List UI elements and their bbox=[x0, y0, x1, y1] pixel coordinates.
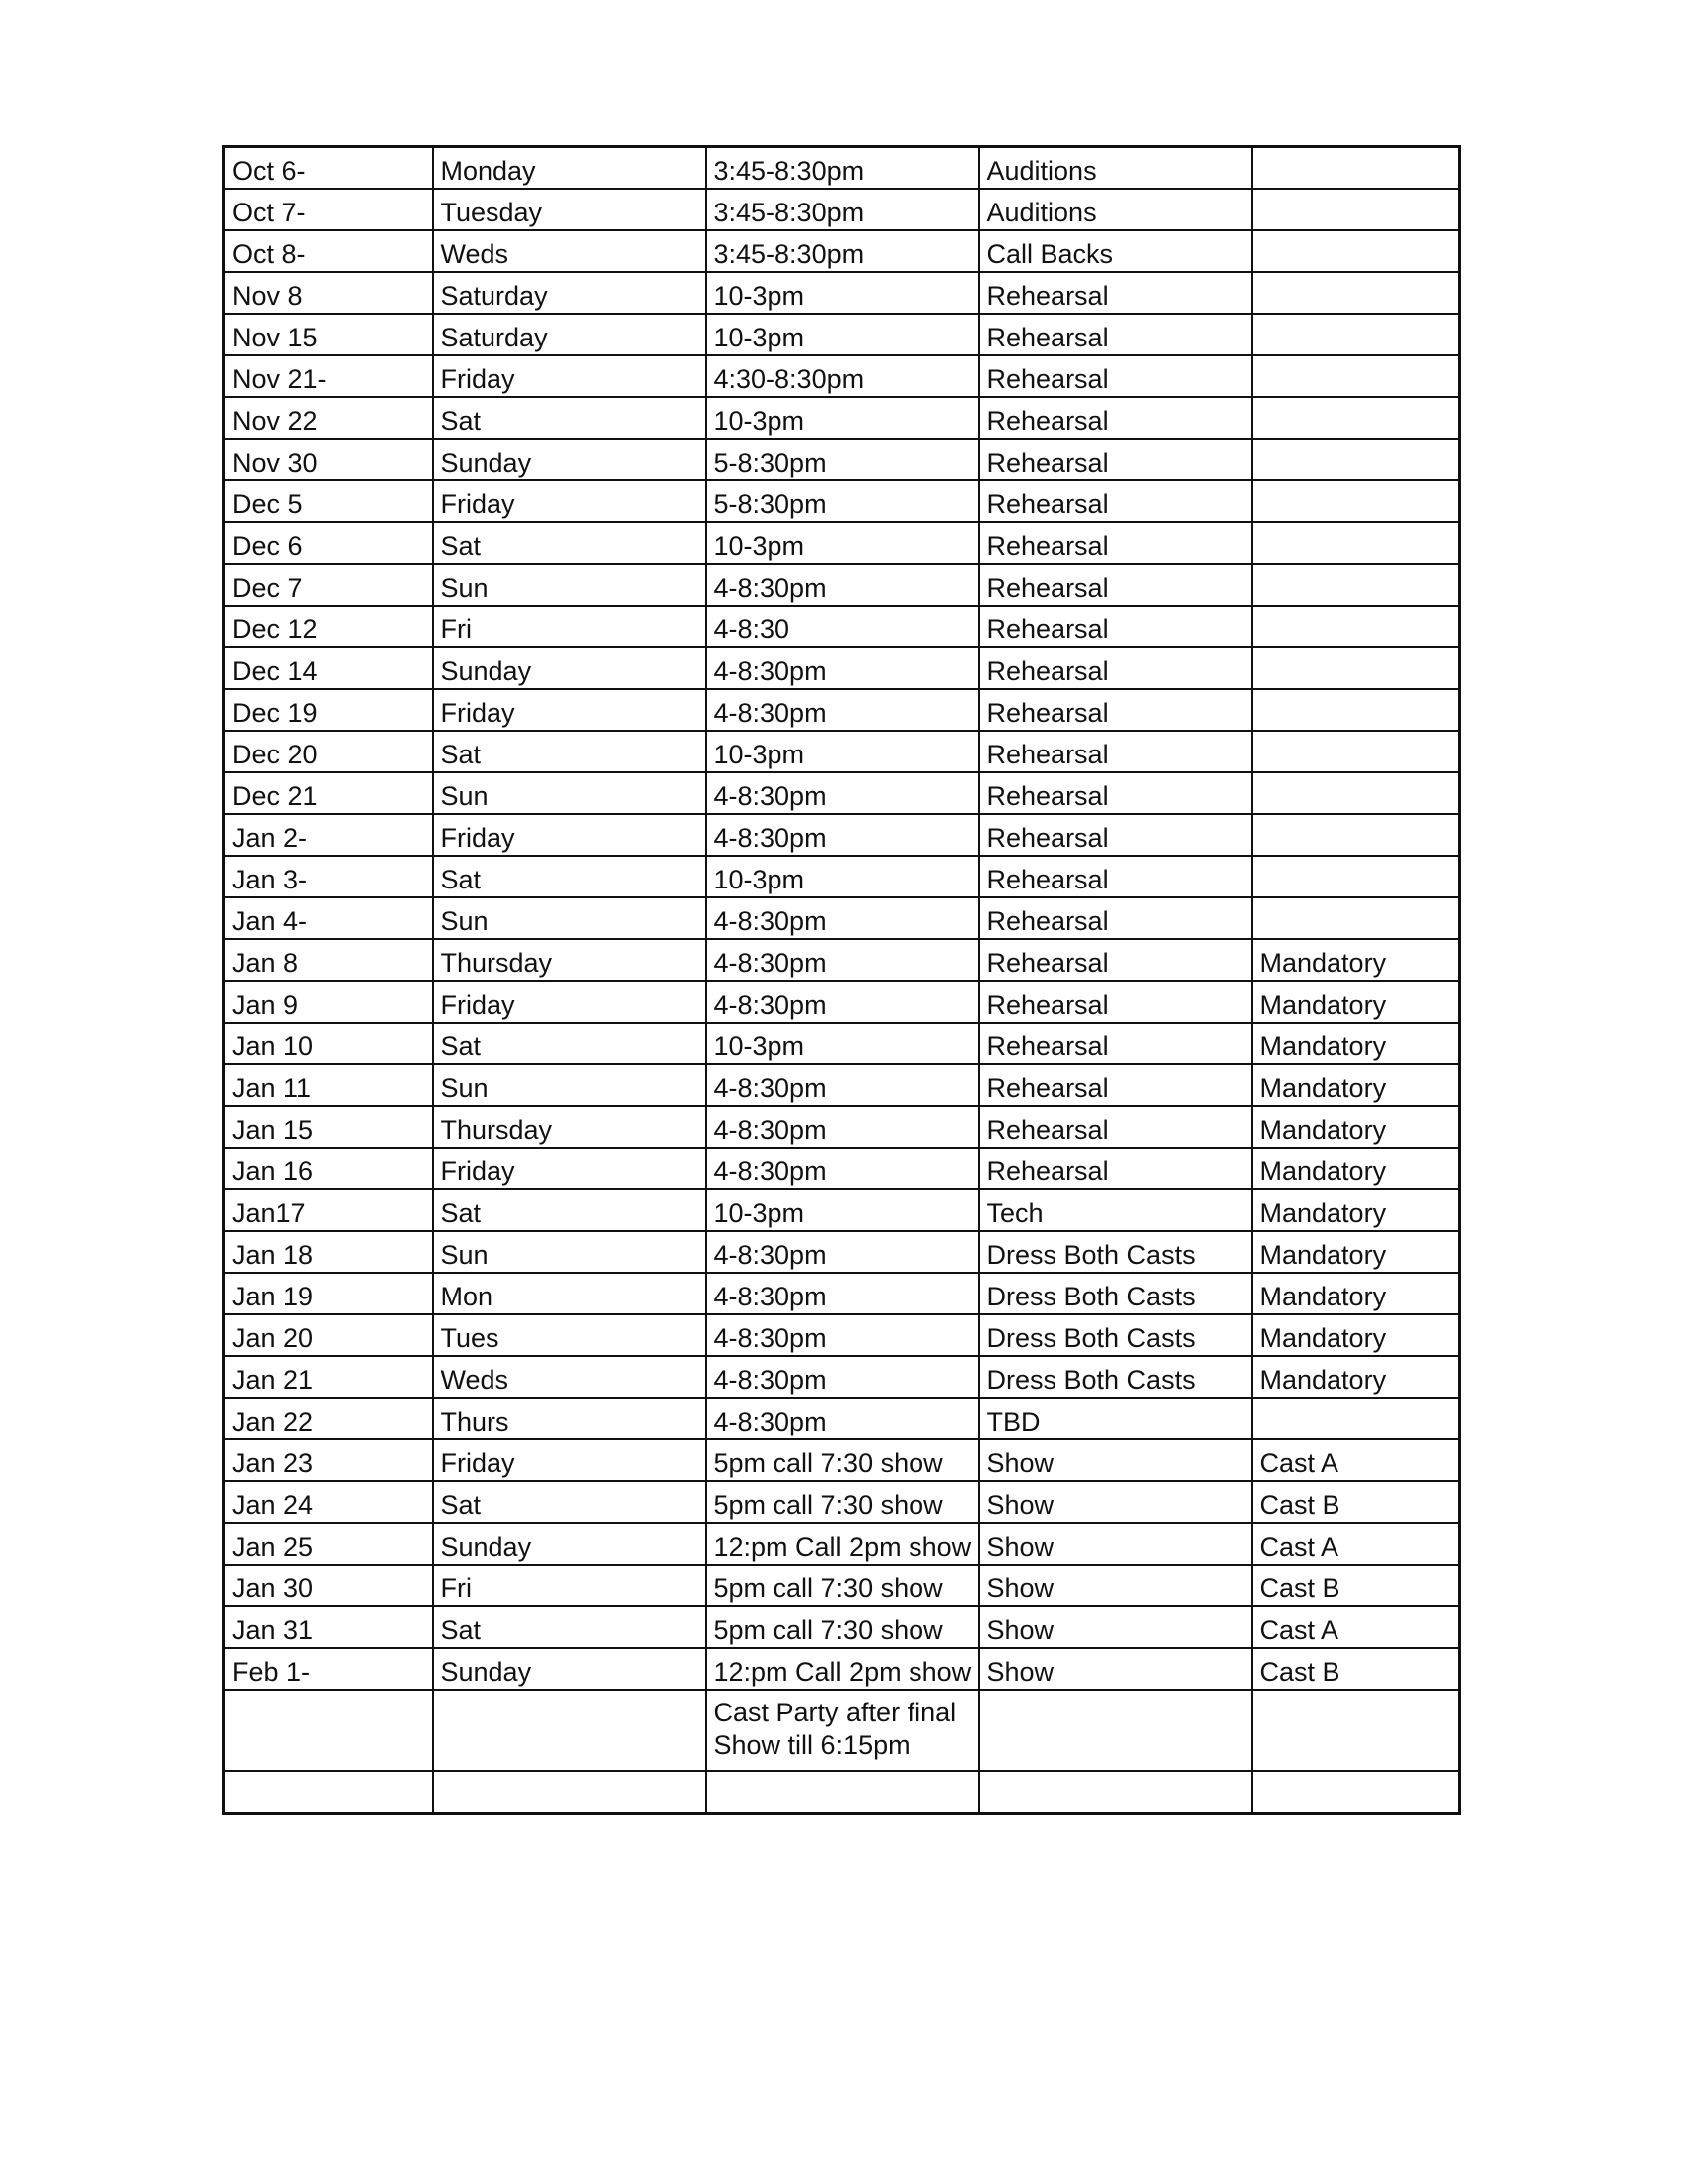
schedule-row bbox=[224, 1648, 1460, 1690]
schedule-row bbox=[224, 689, 1460, 731]
day-cell: Monday bbox=[433, 147, 706, 190]
schedule-row bbox=[224, 1565, 1460, 1606]
event-cell: Rehearsal bbox=[979, 814, 1252, 856]
time-cell: 3:45-8:30pm bbox=[706, 147, 979, 190]
note-cell bbox=[1252, 272, 1460, 314]
schedule-row bbox=[224, 355, 1460, 397]
schedule-row bbox=[224, 897, 1460, 939]
day-cell bbox=[433, 1771, 706, 1814]
note-cell bbox=[1252, 814, 1460, 856]
date-cell: Nov 21- bbox=[224, 355, 433, 397]
event-cell: Rehearsal bbox=[979, 1148, 1252, 1189]
event-cell: Rehearsal bbox=[979, 606, 1252, 647]
schedule-row bbox=[224, 564, 1460, 606]
date-cell: Jan 8 bbox=[224, 939, 433, 981]
schedule-row bbox=[224, 1273, 1460, 1314]
day-cell: Mon bbox=[433, 1273, 706, 1314]
day-cell: Fri bbox=[433, 1565, 706, 1606]
event-cell: Dress Both Casts bbox=[979, 1231, 1252, 1273]
note-cell: Cast A bbox=[1252, 1523, 1460, 1565]
schedule-row bbox=[224, 1064, 1460, 1106]
date-cell: Dec 20 bbox=[224, 731, 433, 772]
event-cell: Dress Both Casts bbox=[979, 1356, 1252, 1398]
note-cell: Mandatory bbox=[1252, 939, 1460, 981]
schedule-row bbox=[224, 1023, 1460, 1064]
date-cell: Nov 30 bbox=[224, 439, 433, 480]
schedule-row bbox=[224, 606, 1460, 647]
date-cell: Oct 8- bbox=[224, 230, 433, 272]
event-cell: Show bbox=[979, 1648, 1252, 1690]
event-cell: Rehearsal bbox=[979, 564, 1252, 606]
day-cell: Tuesday bbox=[433, 189, 706, 230]
event-cell: TBD bbox=[979, 1398, 1252, 1439]
event-cell: Rehearsal bbox=[979, 1064, 1252, 1106]
event-cell: Show bbox=[979, 1481, 1252, 1523]
note-cell: Cast B bbox=[1252, 1565, 1460, 1606]
schedule-row bbox=[224, 522, 1460, 564]
schedule-row bbox=[224, 981, 1460, 1023]
time-cell: 10-3pm bbox=[706, 1189, 979, 1231]
schedule-row bbox=[224, 772, 1460, 814]
day-cell: Sat bbox=[433, 397, 706, 439]
event-cell: Rehearsal bbox=[979, 1023, 1252, 1064]
date-cell: Feb 1- bbox=[224, 1648, 433, 1690]
date-cell: Jan 2- bbox=[224, 814, 433, 856]
time-cell: 4-8:30pm bbox=[706, 1106, 979, 1148]
event-cell: Rehearsal bbox=[979, 856, 1252, 897]
note-cell bbox=[1252, 1398, 1460, 1439]
time-cell: 5-8:30pm bbox=[706, 439, 979, 480]
schedule-row bbox=[224, 314, 1460, 355]
time-cell: 4-8:30pm bbox=[706, 564, 979, 606]
schedule-row bbox=[224, 272, 1460, 314]
event-cell: Rehearsal bbox=[979, 439, 1252, 480]
schedule-row bbox=[224, 647, 1460, 689]
date-cell: Oct 6- bbox=[224, 147, 433, 190]
event-cell bbox=[979, 1771, 1252, 1814]
day-cell: Sunday bbox=[433, 1648, 706, 1690]
time-cell: 4:30-8:30pm bbox=[706, 355, 979, 397]
date-cell: Jan 31 bbox=[224, 1606, 433, 1648]
event-cell: Rehearsal bbox=[979, 272, 1252, 314]
date-cell: Dec 19 bbox=[224, 689, 433, 731]
day-cell: Thursday bbox=[433, 939, 706, 981]
date-cell: Nov 22 bbox=[224, 397, 433, 439]
schedule-row bbox=[224, 480, 1460, 522]
schedule-row bbox=[224, 397, 1460, 439]
date-cell: Jan 15 bbox=[224, 1106, 433, 1148]
note-cell: Mandatory bbox=[1252, 981, 1460, 1023]
note-cell: Mandatory bbox=[1252, 1314, 1460, 1356]
date-cell: Jan 9 bbox=[224, 981, 433, 1023]
day-cell: Sun bbox=[433, 1064, 706, 1106]
note-cell: Mandatory bbox=[1252, 1273, 1460, 1314]
schedule-row bbox=[224, 230, 1460, 272]
date-cell: Dec 14 bbox=[224, 647, 433, 689]
time-cell: 10-3pm bbox=[706, 856, 979, 897]
date-cell: Jan 23 bbox=[224, 1439, 433, 1481]
date-cell: Jan 16 bbox=[224, 1148, 433, 1189]
time-cell: 5-8:30pm bbox=[706, 480, 979, 522]
time-cell: 4-8:30pm bbox=[706, 689, 979, 731]
note-cell: Cast B bbox=[1252, 1648, 1460, 1690]
schedule-row bbox=[224, 1148, 1460, 1189]
note-cell bbox=[1252, 856, 1460, 897]
day-cell: Friday bbox=[433, 689, 706, 731]
note-cell bbox=[1252, 606, 1460, 647]
day-cell: Sat bbox=[433, 1023, 706, 1064]
day-cell: Friday bbox=[433, 1148, 706, 1189]
date-cell: Jan 4- bbox=[224, 897, 433, 939]
schedule-row bbox=[224, 1523, 1460, 1565]
day-cell: Fri bbox=[433, 606, 706, 647]
note-cell bbox=[1252, 314, 1460, 355]
day-cell: Friday bbox=[433, 1439, 706, 1481]
day-cell: Saturday bbox=[433, 272, 706, 314]
time-cell: 4-8:30pm bbox=[706, 1314, 979, 1356]
time-cell: 5pm call 7:30 show bbox=[706, 1565, 979, 1606]
time-cell: Cast Party after final Show till 6:15pm bbox=[706, 1690, 979, 1771]
day-cell: Friday bbox=[433, 355, 706, 397]
time-cell: 10-3pm bbox=[706, 522, 979, 564]
day-cell: Sunday bbox=[433, 439, 706, 480]
schedule-row bbox=[224, 1771, 1460, 1814]
note-cell: Cast B bbox=[1252, 1481, 1460, 1523]
time-cell: 4-8:30pm bbox=[706, 1398, 979, 1439]
date-cell: Jan 22 bbox=[224, 1398, 433, 1439]
schedule-row bbox=[224, 1606, 1460, 1648]
event-cell: Rehearsal bbox=[979, 480, 1252, 522]
day-cell: Tues bbox=[433, 1314, 706, 1356]
time-cell: 10-3pm bbox=[706, 314, 979, 355]
day-cell: Thursday bbox=[433, 1106, 706, 1148]
day-cell: Sat bbox=[433, 856, 706, 897]
date-cell bbox=[224, 1690, 433, 1771]
date-cell: Jan 18 bbox=[224, 1231, 433, 1273]
schedule-row bbox=[224, 1398, 1460, 1439]
date-cell: Jan 10 bbox=[224, 1023, 433, 1064]
date-cell: Oct 7- bbox=[224, 189, 433, 230]
day-cell: Sat bbox=[433, 1481, 706, 1523]
date-cell: Jan17 bbox=[224, 1189, 433, 1231]
day-cell: Sun bbox=[433, 1231, 706, 1273]
note-cell: Mandatory bbox=[1252, 1148, 1460, 1189]
date-cell: Dec 6 bbox=[224, 522, 433, 564]
time-cell: 4-8:30pm bbox=[706, 647, 979, 689]
note-cell bbox=[1252, 731, 1460, 772]
time-cell: 4-8:30pm bbox=[706, 814, 979, 856]
event-cell: Show bbox=[979, 1523, 1252, 1565]
event-cell: Dress Both Casts bbox=[979, 1273, 1252, 1314]
event-cell: Show bbox=[979, 1606, 1252, 1648]
schedule-row bbox=[224, 1439, 1460, 1481]
day-cell: Weds bbox=[433, 230, 706, 272]
time-cell: 4-8:30pm bbox=[706, 1064, 979, 1106]
note-cell bbox=[1252, 439, 1460, 480]
schedule-row bbox=[224, 1106, 1460, 1148]
note-cell: Mandatory bbox=[1252, 1356, 1460, 1398]
day-cell: Sun bbox=[433, 564, 706, 606]
event-cell: Auditions bbox=[979, 147, 1252, 190]
day-cell: Sun bbox=[433, 897, 706, 939]
time-cell: 4-8:30pm bbox=[706, 1273, 979, 1314]
date-cell: Dec 5 bbox=[224, 480, 433, 522]
schedule-body bbox=[224, 147, 1460, 1814]
time-cell: 4-8:30pm bbox=[706, 772, 979, 814]
schedule-row bbox=[224, 814, 1460, 856]
day-cell: Friday bbox=[433, 480, 706, 522]
time-cell: 10-3pm bbox=[706, 397, 979, 439]
day-cell: Sat bbox=[433, 522, 706, 564]
event-cell: Rehearsal bbox=[979, 939, 1252, 981]
event-cell bbox=[979, 1690, 1252, 1771]
schedule-row bbox=[224, 856, 1460, 897]
day-cell: Sunday bbox=[433, 647, 706, 689]
time-cell: 12:pm Call 2pm show bbox=[706, 1523, 979, 1565]
date-cell: Jan 24 bbox=[224, 1481, 433, 1523]
schedule-row bbox=[224, 1356, 1460, 1398]
time-cell: 10-3pm bbox=[706, 731, 979, 772]
time-cell: 4-8:30pm bbox=[706, 1231, 979, 1273]
day-cell bbox=[433, 1690, 706, 1771]
event-cell: Rehearsal bbox=[979, 772, 1252, 814]
time-cell: 3:45-8:30pm bbox=[706, 230, 979, 272]
date-cell: Jan 30 bbox=[224, 1565, 433, 1606]
note-cell: Mandatory bbox=[1252, 1023, 1460, 1064]
schedule-row bbox=[224, 1690, 1460, 1771]
note-cell: Mandatory bbox=[1252, 1189, 1460, 1231]
event-cell: Rehearsal bbox=[979, 522, 1252, 564]
event-cell: Rehearsal bbox=[979, 355, 1252, 397]
time-cell: 3:45-8:30pm bbox=[706, 189, 979, 230]
note-cell: Mandatory bbox=[1252, 1064, 1460, 1106]
time-cell: 12:pm Call 2pm show bbox=[706, 1648, 979, 1690]
event-cell: Rehearsal bbox=[979, 731, 1252, 772]
date-cell: Jan 3- bbox=[224, 856, 433, 897]
date-cell: Dec 12 bbox=[224, 606, 433, 647]
time-cell bbox=[706, 1771, 979, 1814]
event-cell: Rehearsal bbox=[979, 647, 1252, 689]
schedule-row bbox=[224, 1189, 1460, 1231]
day-cell: Sat bbox=[433, 1606, 706, 1648]
event-cell: Dress Both Casts bbox=[979, 1314, 1252, 1356]
event-cell: Show bbox=[979, 1565, 1252, 1606]
note-cell bbox=[1252, 772, 1460, 814]
schedule-row bbox=[224, 731, 1460, 772]
day-cell: Sat bbox=[433, 731, 706, 772]
event-cell: Rehearsal bbox=[979, 897, 1252, 939]
time-cell: 4-8:30pm bbox=[706, 1148, 979, 1189]
note-cell bbox=[1252, 189, 1460, 230]
event-cell: Rehearsal bbox=[979, 689, 1252, 731]
note-cell bbox=[1252, 480, 1460, 522]
day-cell: Sunday bbox=[433, 1523, 706, 1565]
note-cell: Mandatory bbox=[1252, 1231, 1460, 1273]
time-cell: 4-8:30pm bbox=[706, 981, 979, 1023]
schedule-row bbox=[224, 147, 1460, 190]
note-cell bbox=[1252, 1771, 1460, 1814]
date-cell: Dec 21 bbox=[224, 772, 433, 814]
date-cell: Jan 25 bbox=[224, 1523, 433, 1565]
schedule-row bbox=[224, 1314, 1460, 1356]
date-cell bbox=[224, 1771, 433, 1814]
time-cell: 5pm call 7:30 show bbox=[706, 1481, 979, 1523]
event-cell: Call Backs bbox=[979, 230, 1252, 272]
day-cell: Saturday bbox=[433, 314, 706, 355]
note-cell bbox=[1252, 564, 1460, 606]
event-cell: Tech bbox=[979, 1189, 1252, 1231]
schedule-row bbox=[224, 1231, 1460, 1273]
day-cell: Sun bbox=[433, 772, 706, 814]
note-cell: Mandatory bbox=[1252, 1106, 1460, 1148]
date-cell: Jan 11 bbox=[224, 1064, 433, 1106]
event-cell: Auditions bbox=[979, 189, 1252, 230]
note-cell bbox=[1252, 397, 1460, 439]
date-cell: Nov 8 bbox=[224, 272, 433, 314]
time-cell: 4-8:30pm bbox=[706, 897, 979, 939]
note-cell bbox=[1252, 647, 1460, 689]
day-cell: Friday bbox=[433, 814, 706, 856]
note-cell bbox=[1252, 897, 1460, 939]
note-cell bbox=[1252, 355, 1460, 397]
day-cell: Sat bbox=[433, 1189, 706, 1231]
note-cell bbox=[1252, 147, 1460, 190]
date-cell: Nov 15 bbox=[224, 314, 433, 355]
time-cell: 10-3pm bbox=[706, 1023, 979, 1064]
day-cell: Thurs bbox=[433, 1398, 706, 1439]
schedule-row bbox=[224, 189, 1460, 230]
note-cell bbox=[1252, 1690, 1460, 1771]
time-cell: 4-8:30pm bbox=[706, 939, 979, 981]
time-cell: 4-8:30 bbox=[706, 606, 979, 647]
event-cell: Rehearsal bbox=[979, 1106, 1252, 1148]
schedule-row bbox=[224, 1481, 1460, 1523]
event-cell: Show bbox=[979, 1439, 1252, 1481]
date-cell: Dec 7 bbox=[224, 564, 433, 606]
note-cell: Cast A bbox=[1252, 1606, 1460, 1648]
event-cell: Rehearsal bbox=[979, 397, 1252, 439]
note-cell bbox=[1252, 522, 1460, 564]
rehearsal-schedule-table bbox=[222, 145, 1461, 1815]
day-cell: Weds bbox=[433, 1356, 706, 1398]
time-cell: 4-8:30pm bbox=[706, 1356, 979, 1398]
day-cell: Friday bbox=[433, 981, 706, 1023]
schedule-row bbox=[224, 939, 1460, 981]
event-cell: Rehearsal bbox=[979, 314, 1252, 355]
note-cell bbox=[1252, 689, 1460, 731]
date-cell: Jan 19 bbox=[224, 1273, 433, 1314]
time-cell: 5pm call 7:30 show bbox=[706, 1606, 979, 1648]
note-cell bbox=[1252, 230, 1460, 272]
event-cell: Rehearsal bbox=[979, 981, 1252, 1023]
note-cell: Cast A bbox=[1252, 1439, 1460, 1481]
time-cell: 10-3pm bbox=[706, 272, 979, 314]
date-cell: Jan 21 bbox=[224, 1356, 433, 1398]
schedule-row bbox=[224, 439, 1460, 480]
date-cell: Jan 20 bbox=[224, 1314, 433, 1356]
time-cell: 5pm call 7:30 show bbox=[706, 1439, 979, 1481]
